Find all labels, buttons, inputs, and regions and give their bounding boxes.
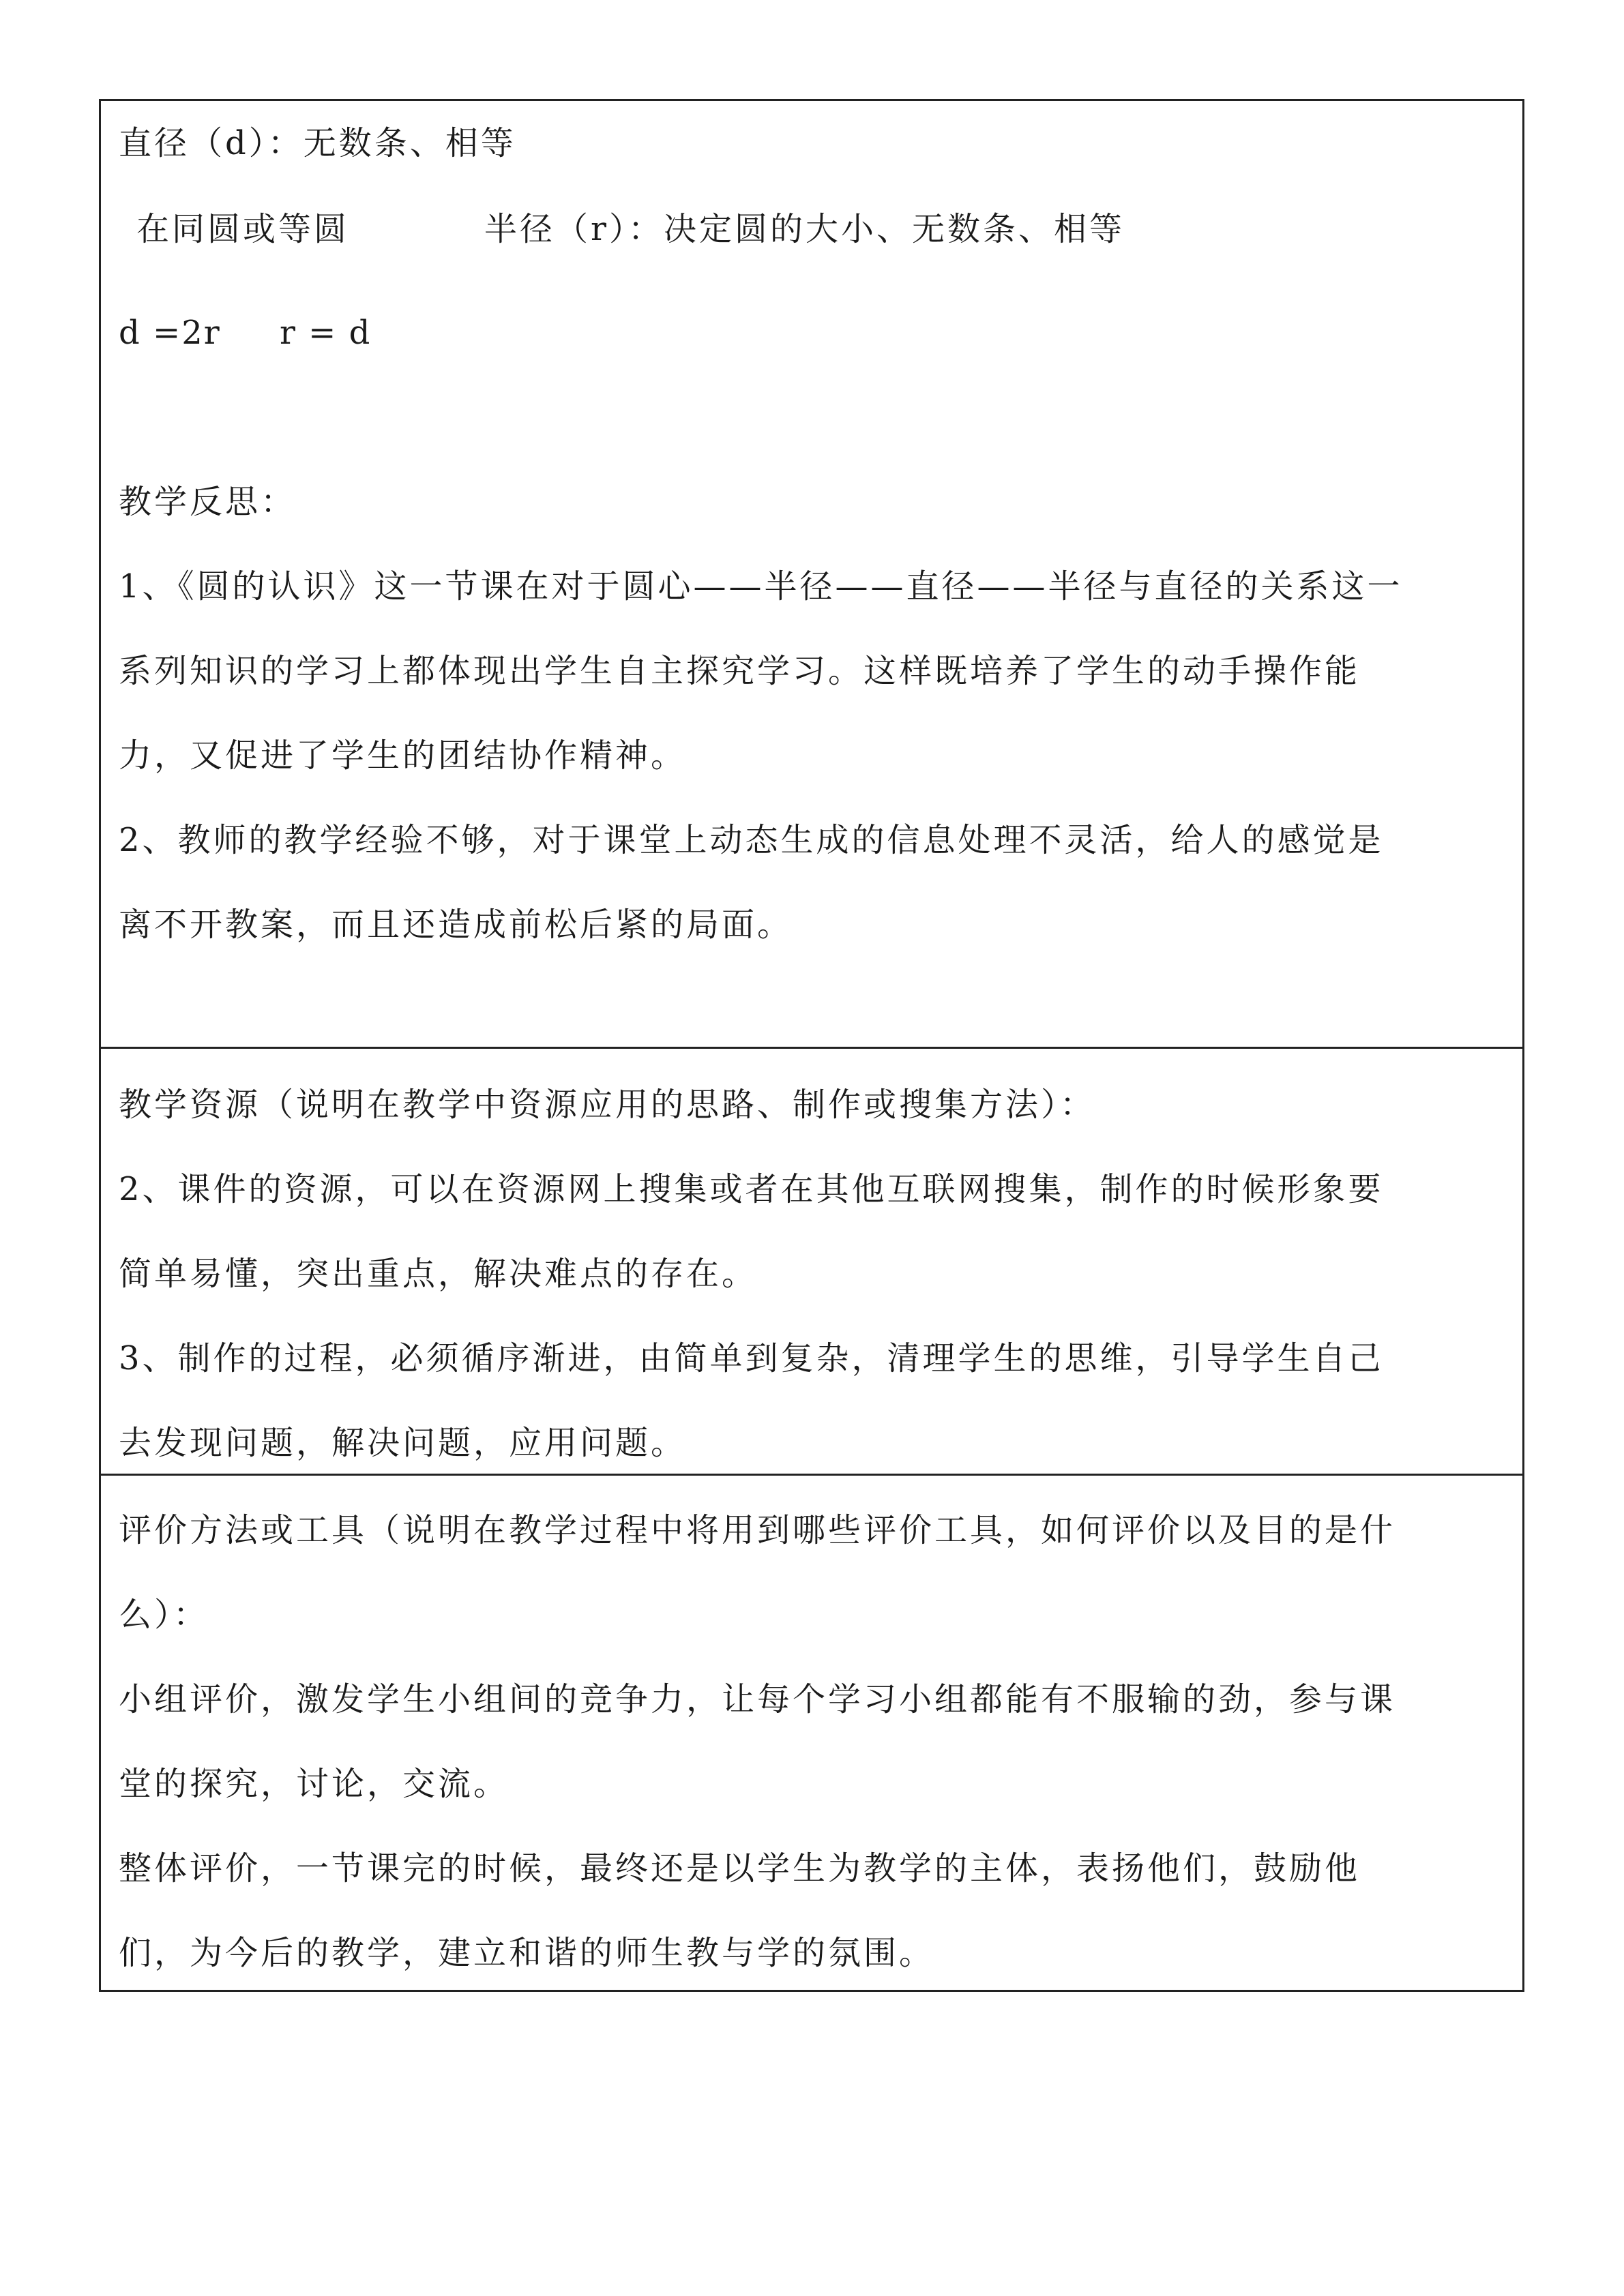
resources-item-2-line-a: 2、课件的资源，可以在资源网上搜集或者在其他互联网搜集，制作的时候形象要 — [119, 1170, 1384, 1208]
board-and-reflection-cell — [101, 101, 1522, 1047]
teaching-resources-cell — [101, 1047, 1522, 1474]
lesson-plan-table — [99, 99, 1524, 1992]
radius-line — [119, 206, 1505, 252]
evaluation-methods-cell — [101, 1474, 1522, 1990]
group-evaluation-line-b: 堂的探究，讨论，交流。 — [119, 1765, 510, 1803]
resources-title: 教学资源（说明在教学中资源应用的思路、制作或搜集方法）： — [119, 1086, 1096, 1124]
blank-line — [119, 375, 1505, 460]
resources-item-3-line-b: 去发现问题，解决问题，应用问题。 — [119, 1424, 687, 1462]
reflection-1-line-b: 系列知识的学习上都体现出学生自主探究学习。这样既培养了学生的动手操作能 — [119, 652, 1361, 690]
reflection-2-line-a: 2、教师的教学经验不够，对于课堂上动态生成的信息处理不灵活，给人的感觉是 — [119, 821, 1384, 859]
resources-item-2-line-b: 简单易懂，突出重点，解决难点的存在。 — [119, 1255, 758, 1293]
radius-description: 半径（r）：决定圆的大小、无数条、相等 — [484, 210, 1125, 248]
group-evaluation-line-a: 小组评价，激发学生小组间的竞争力，让每个学习小组都能有不服输的劲，参与课 — [119, 1680, 1396, 1718]
resources-item-3-line-a: 3、制作的过程，必须循序渐进，由简单到复杂，清理学生的思维，引导学生自己 — [119, 1339, 1384, 1377]
same-circle-label: 在同圆或等圆 — [136, 210, 350, 248]
overall-evaluation-line-b: 们，为今后的教学，建立和谐的师生教与学的氛围。 — [119, 1934, 935, 1972]
formula-line: d =2r r = d — [119, 314, 372, 352]
reflection-1-line-a: 1、《圆的认识》这一节课在对于圆心——半径——直径——半径与直径的关系这一 — [119, 567, 1403, 606]
reflection-2-line-b: 离不开教案，而且还造成前松后紧的局面。 — [119, 906, 793, 944]
diameter-line: 直径（d）：无数条、相等 — [119, 124, 516, 162]
overall-evaluation-line-a: 整体评价，一节课完的时候，最终还是以学生为教学的主体，表扬他们，鼓励他 — [119, 1849, 1361, 1888]
reflection-1-line-c: 力，又促进了学生的团结协作精神。 — [119, 736, 687, 775]
evaluation-title-line-b: 么）： — [119, 1596, 209, 1634]
evaluation-title-line-a: 评价方法或工具（说明在教学过程中将用到哪些评价工具，如何评价以及目的是什 — [119, 1511, 1396, 1549]
reflection-title: 教学反思： — [119, 483, 297, 521]
